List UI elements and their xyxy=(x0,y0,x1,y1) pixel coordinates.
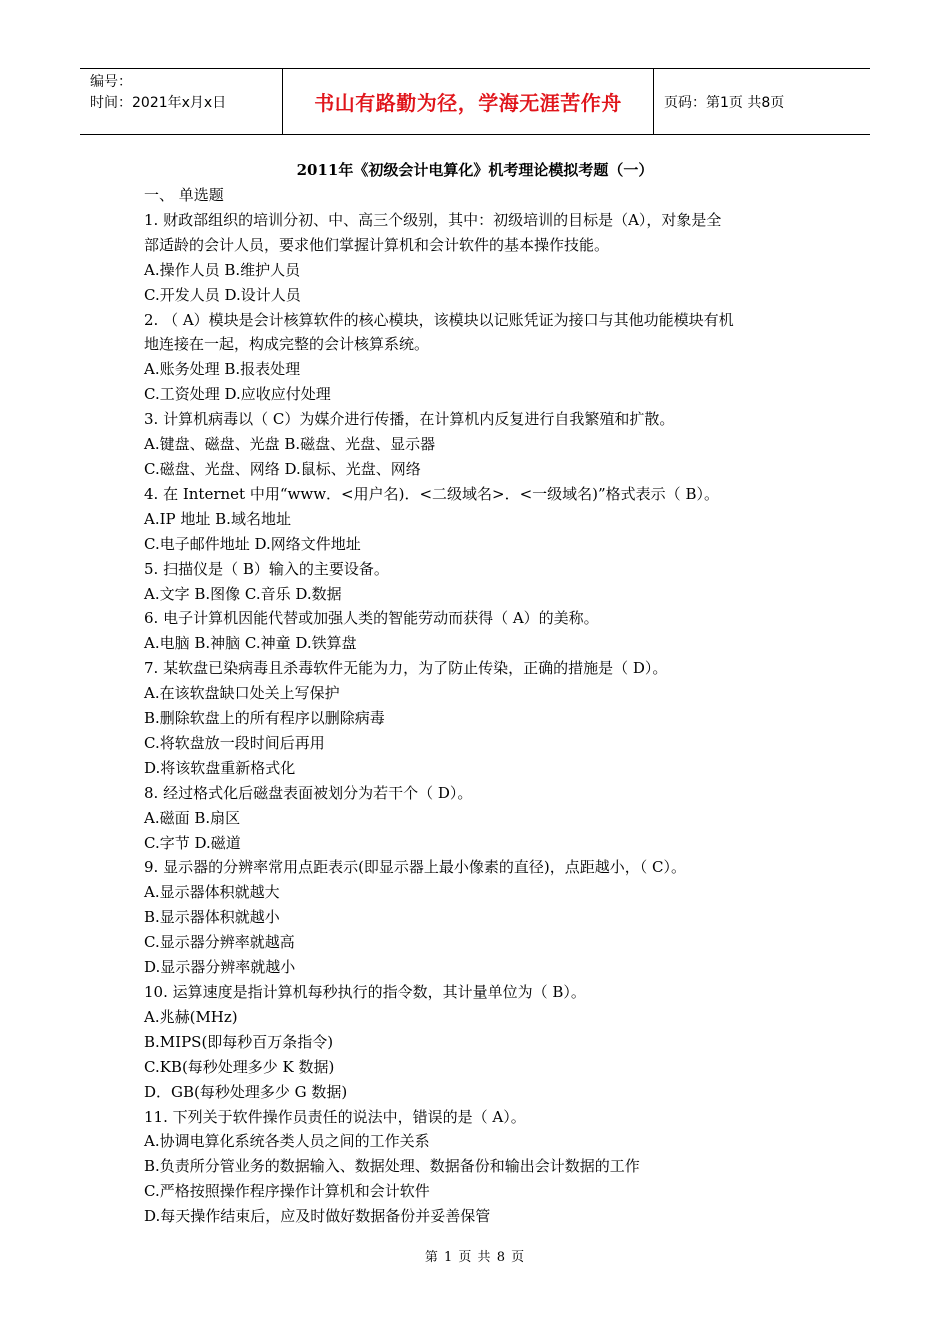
text-line: 部适龄的会计人员，要求他们掌握计算机和会计软件的基本操作技能。 xyxy=(144,235,610,254)
text-line: C.开发人员 D.设计人员 xyxy=(144,285,301,304)
text-line: A.电脑 B.神脑 C.神童 D.铁算盘 xyxy=(144,634,357,653)
text-line: D．GB(每秒处理多少 G 数据) xyxy=(144,1082,348,1101)
text-line: 1. 财政部组织的培训分初、中、高三个级别，其中：初级培训的目标是（A），对象是全 xyxy=(144,210,722,229)
text-line: C.将软盘放一段时间后再用 xyxy=(144,733,325,752)
text-line: B.负责所分管业务的数据输入、数据处理、数据备份和输出会计数据的工作 xyxy=(144,1157,640,1176)
number-label: 编号： xyxy=(90,74,132,90)
text-line: C.磁盘、光盘、网络 D.鼠标、光盘、网络 xyxy=(144,459,421,478)
text-line: A.文字 B.图像 C.音乐 D.数据 xyxy=(144,584,342,603)
text-line: A.键盘、磁盘、光盘 B.磁盘、光盘、显示器 xyxy=(144,435,436,454)
text-line: A.磁面 B.扇区 xyxy=(144,808,241,827)
text-line: A.在该软盘缺口处关上写保护 xyxy=(144,684,340,703)
text-line: C.工资处理 D.应收应付处理 xyxy=(144,385,331,404)
text-line: 5. 扫描仪是（ B）输入的主要设备。 xyxy=(144,559,389,578)
text-line: C.显示器分辨率就越高 xyxy=(144,933,295,952)
text-line: 4. 在 Internet 中用“www．<用户名)．<二级域名>．<一级域名)”格式表示（ B）。 xyxy=(144,484,719,503)
text-line: 7. 某软盘已染病毒且杀毒软件无能为力，为了防止传染，正确的措施是（ D）。 xyxy=(144,659,668,678)
text-line: C.电子邮件地址 D.网络文件地址 xyxy=(144,534,361,553)
text-line: D.将该软盘重新格式化 xyxy=(144,758,296,777)
question-lines xyxy=(144,208,824,1229)
text-line: A.兆赫(MHz) xyxy=(144,1007,238,1026)
text-line: 6. 电子计算机因能代替或加强人类的智能劳动而获得（ A）的美称。 xyxy=(144,609,599,628)
section-heading: 一、 单选题 xyxy=(144,186,224,204)
header-left-cell xyxy=(80,69,282,134)
text-line: C.KB(每秒处理多少 K 数据) xyxy=(144,1057,335,1076)
text-line: C.严格按照操作程序操作计算机和会计软件 xyxy=(144,1182,430,1201)
text-line: D.每天操作结束后，应及时做好数据备份并妥善保管 xyxy=(144,1207,491,1226)
text-line: A.协调电算化系统各类人员之间的工作关系 xyxy=(144,1132,430,1151)
document-title: 2011年《初级会计电算化》机考理论模拟考题（一） xyxy=(296,161,654,179)
text-line: A.操作人员 B.维护人员 xyxy=(144,260,301,279)
text-line: B.显示器体积就越小 xyxy=(144,908,280,927)
text-line: D.显示器分辨率就越小 xyxy=(144,958,296,977)
text-line: A.显示器体积就越大 xyxy=(144,883,280,902)
document-body xyxy=(144,183,824,1229)
text-line: 10. 运算速度是指计算机每秒执行的指令数，其计量单位为（ B）。 xyxy=(144,983,586,1001)
text-line: 8. 经过格式化后磁盘表面被划分为若干个（ D）。 xyxy=(144,783,473,802)
page-info-cell xyxy=(654,69,870,134)
text-line: A.IP 地址 B.域名地址 xyxy=(144,509,291,528)
text-line: 3. 计算机病毒以（ C）为媒介进行传播，在计算机内反复进行自我繁殖和扩散。 xyxy=(144,410,675,429)
text-line: C.字节 D.磁道 xyxy=(144,833,241,852)
text-line: B.MIPS(即每秒百万条指令) xyxy=(144,1032,334,1051)
text-line: 11. 下列关于软件操作员责任的说法中，错误的是（ A）。 xyxy=(144,1107,526,1126)
text-line: B.删除软盘上的所有程序以删除病毒 xyxy=(144,709,385,728)
motto-text: 书山有路勤为径，学海无涯苦作舟 xyxy=(314,91,622,115)
text-line: 地连接在一起，构成完整的会计核算系统。 xyxy=(144,335,430,354)
date-line: 时间：2021年x月x日 xyxy=(90,95,227,111)
text-line: A.账务处理 B.报表处理 xyxy=(144,360,301,379)
text-line: 2. （ A）模块是会计核算软件的核心模块，该模块以记账凭证为接口与其他功能模块有机 xyxy=(144,310,734,329)
text-line: 9. 显示器的分辨率常用点距表示(即显示器上最小像素的直径)，点距越小，（ C）。 xyxy=(144,858,687,877)
page-info-text: 页码：第1页 共8页 xyxy=(664,94,785,111)
page-footer: 第 1 页 共 8 页 xyxy=(424,1250,526,1265)
motto-cell xyxy=(282,69,654,134)
page-header xyxy=(80,68,870,135)
